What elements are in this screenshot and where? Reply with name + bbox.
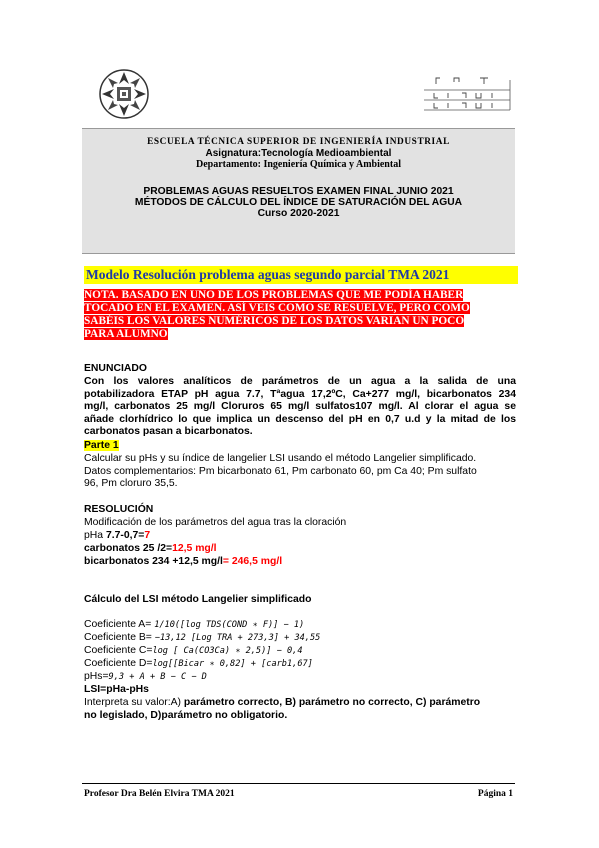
pha-result: 7 xyxy=(144,530,151,541)
pha-line xyxy=(84,530,150,543)
coef-d-formula: log[[Bicar ∗ 0,82] + [carb1,67] xyxy=(152,659,313,669)
coef-c-formula: log [ Ca(CO3Ca) ∗ 2,5)] − 0,4 xyxy=(152,646,303,656)
document-title-2: MÉTODOS DE CÁLCULO DEL ÍNDICE DE SATURACIÓN DEL AGUA xyxy=(134,197,463,208)
coef-c-label: Coeficiente C= xyxy=(84,645,153,656)
nota-warning xyxy=(84,289,514,341)
parte1-label xyxy=(84,440,119,453)
parte1-label-text: Parte 1 xyxy=(84,440,119,451)
model-title: Modelo Resolución problema aguas segundo parcial TMA 2021 xyxy=(84,266,518,284)
footer-divider xyxy=(82,783,515,784)
nota-line: NOTA. BASADO EN UNO DE LOS PROBLEMAS QUE ME PODÍA HABER xyxy=(84,289,464,301)
course-year: Curso 2020-2021 xyxy=(257,208,340,219)
document-title-1: PROBLEMAS AGUAS RESUELTOS EXAMEN FINAL JUNIO 2021 xyxy=(143,186,454,197)
bicarbonatos-line xyxy=(84,556,282,569)
bicarbonatos-result: = 246,5 mg/l xyxy=(222,556,283,567)
department-name: Departamento: Ingeniería Química y Ambiental xyxy=(196,159,401,170)
phs-label: pHs= xyxy=(84,671,109,682)
interpreta-text xyxy=(84,697,516,722)
phs-formula: 9,3 + A + B − C − D xyxy=(108,672,207,682)
subject-name: Asignatura:Tecnología Medioambiental xyxy=(205,148,392,159)
coef-d-line xyxy=(84,658,313,671)
phs-line xyxy=(84,671,207,684)
interpreta-options-1: parámetro correcto, B) parámetro no correcto, C) parámetro xyxy=(183,697,481,708)
carbonatos-calc: carbonatos 25 /2= xyxy=(84,543,173,554)
coef-b-formula: −13,12 [Log TRA + 273,3] + 34,55 xyxy=(154,633,321,643)
footer-author: Profesor Dra Belén Elvira TMA 2021 xyxy=(84,789,235,799)
interpreta-options-2: no legislado, D)parámetro no obligatorio. xyxy=(84,709,288,721)
calculo-heading: Cálculo del LSI método Langelier simplificado xyxy=(84,594,312,605)
coef-c-line xyxy=(84,645,303,658)
coef-a-formula: 1/10([log TDS(COND ∗ F)] − 1) xyxy=(154,620,305,630)
resolucion-heading: RESOLUCIÓN xyxy=(84,504,154,515)
page-number: Página 1 xyxy=(477,789,513,799)
university-seal-logo xyxy=(98,68,150,120)
carbonatos-line xyxy=(84,543,217,556)
bicarbonatos-calc: bicarbonatos 234 +12,5 mg/l xyxy=(84,556,223,567)
carbonatos-result: 12,5 mg/l xyxy=(172,543,217,554)
parte1-line: Datos complementarios: Pm bicarbonato 61, Pm carbonato 60, pm Ca 40; Pm sulfato xyxy=(84,465,477,477)
coef-a-line xyxy=(84,619,304,632)
enunciado-text xyxy=(84,376,516,439)
nota-line: SABÉIS LOS VALORES NUMÉRICOS DE LOS DATOS VARIAN UN POCO xyxy=(84,315,465,327)
pha-calc: 7.7-0,7= xyxy=(105,530,145,541)
pha-label: pHa xyxy=(84,530,106,541)
nota-line: TOCADO EN EL EXAMEN. ASÍ VEIS COMO SE RESUELVE, PERO COMO xyxy=(84,302,470,314)
department-logo xyxy=(424,72,514,112)
parte1-line: Calcular su pHs y su índice de langelier LSI usando el método Langelier simplificado. xyxy=(84,453,477,464)
resolucion-intro: Modificación de los parámetros del agua tras la cloración xyxy=(84,517,347,528)
lsi-formula: LSI=pHa-pHs xyxy=(84,684,149,695)
enunciado-heading: ENUNCIADO xyxy=(84,363,147,374)
header-panel xyxy=(82,128,515,254)
parte1-text xyxy=(84,453,516,491)
coef-a-label: Coeficiente A= xyxy=(84,619,155,630)
coef-d-label: Coeficiente D= xyxy=(84,658,153,669)
school-name: ESCUELA TÉCNICA SUPERIOR DE INGENIERÍA INDUSTRIAL xyxy=(147,137,450,147)
parte1-line: 96, Pm cloruro 35,5. xyxy=(84,478,178,489)
enunciado-line: potabilizadora ETAP pH agua 7.7, Tªagua 17,2ºC, Ca+277 mg/l, bicarbonatos 234 xyxy=(84,388,516,400)
enunciado-line: carbonatos pasan a bicarbonatos. xyxy=(84,426,253,437)
coef-b-label: Coeficiente B= xyxy=(84,632,155,643)
coef-b-line xyxy=(84,632,320,645)
enunciado-line: mg/l, carbonatos 25 mg/l Cloruros 65 mg/l sulfatos107 mg/l. Al clorar el agua se xyxy=(84,401,516,412)
enunciado-line: añade clorhídrico lo que implica un descenso del pH en 0,7 u.d y la mitad de los xyxy=(84,413,516,425)
enunciado-line: Con los valores analíticos de parámetros de un agua a la salida de una xyxy=(84,376,516,387)
interpreta-label: Interpreta su valor:A) xyxy=(84,697,184,708)
nota-line: PARA ALUMNO xyxy=(84,328,168,340)
